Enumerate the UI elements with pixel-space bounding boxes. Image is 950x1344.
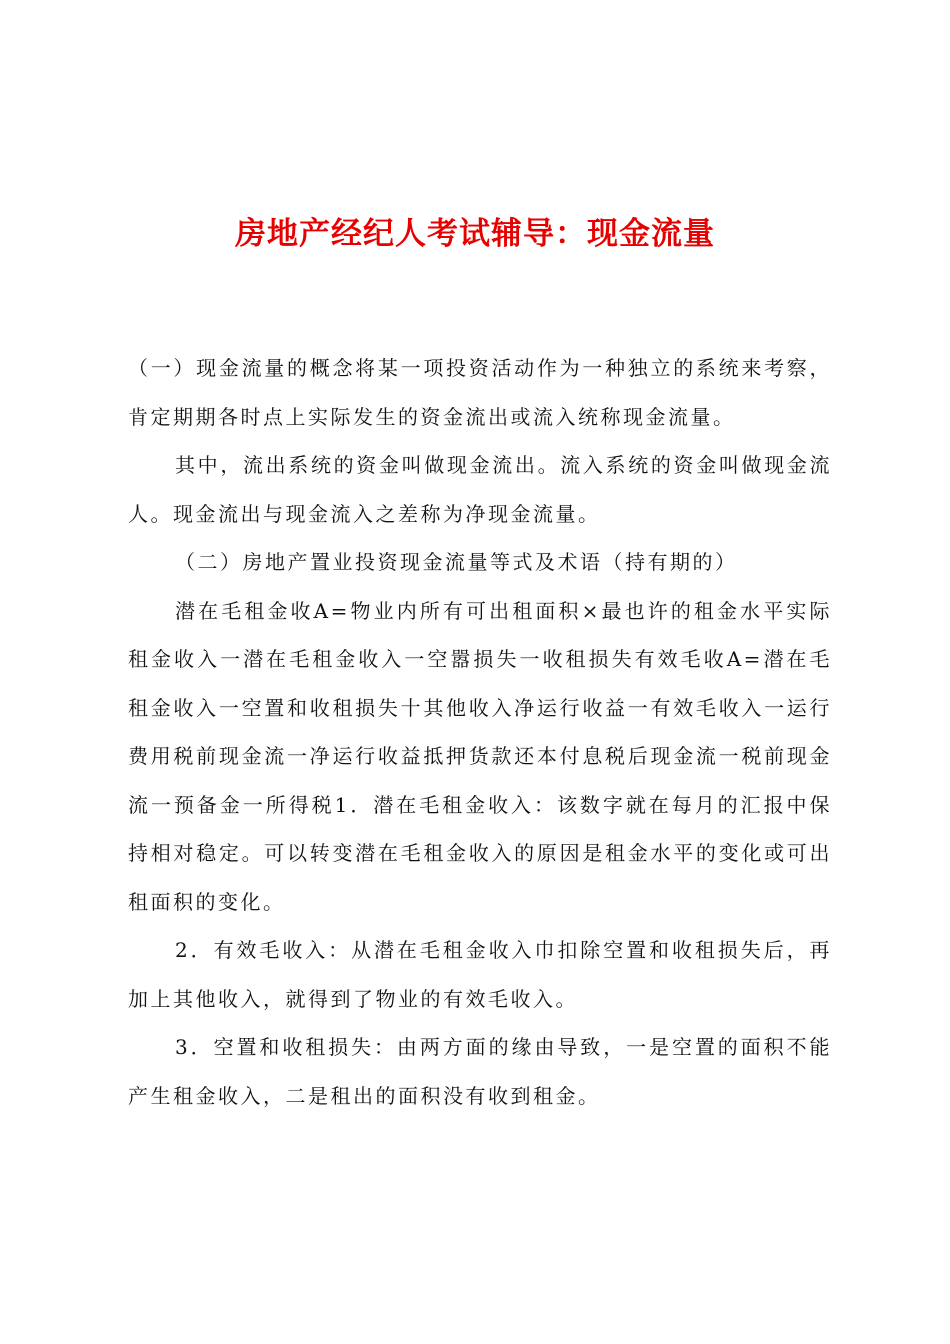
paragraph-formulas: 潜在毛租金收A=物业内所有可出租面积×最也许的租金水平实际租金收入一潜在毛租金收入一空嚣损失一收租损失有效毛收A=潜在毛租金收入一空置和收租损失十其他收入净运行收益一有效毛收入一运行费用税前现金流一净运行收益抵押货款还本付息税后现金流一税前现金流一预备金一所得税1．潜在毛租金收入：该数字就在每月的汇报中保持相对稳定。可以转变潜在毛租金收入的原因是租金水平的变化或可出租面积的变化。 — [128, 598, 832, 914]
document-body — [128, 344, 832, 1120]
paragraph-effective-gross-income: 2．有效毛收入：从潜在毛租金收入巾扣除空置和收租损失后，再加上其他收入，就得到了物业的有效毛收入。 — [128, 938, 832, 1011]
paragraph-cash-outflow-inflow: 其中，流出系统的资金叫做现金流出。流入系统的资金叫做现金流人。现金流出与现金流入之差称为净现金流量。 — [128, 453, 832, 526]
document-title: 房地产经纪人考试辅导：现金流量 — [235, 216, 715, 252]
paragraph-vacancy-loss: 3．空置和收租损失：由两方面的缘由导致，一是空置的面积不能产生租金收入，二是租出的面积没有收到租金。 — [128, 1035, 832, 1108]
paragraph-cash-flow-concept: （一）现金流量的概念将某一项投资活动作为一种独立的系统来考察，肯定期期各时点上实际发生的资金流出或流入统称现金流量。 — [128, 356, 832, 429]
paragraph-section-heading: （二）房地产置业投资现金流量等式及术语（持有期的） — [175, 550, 738, 574]
